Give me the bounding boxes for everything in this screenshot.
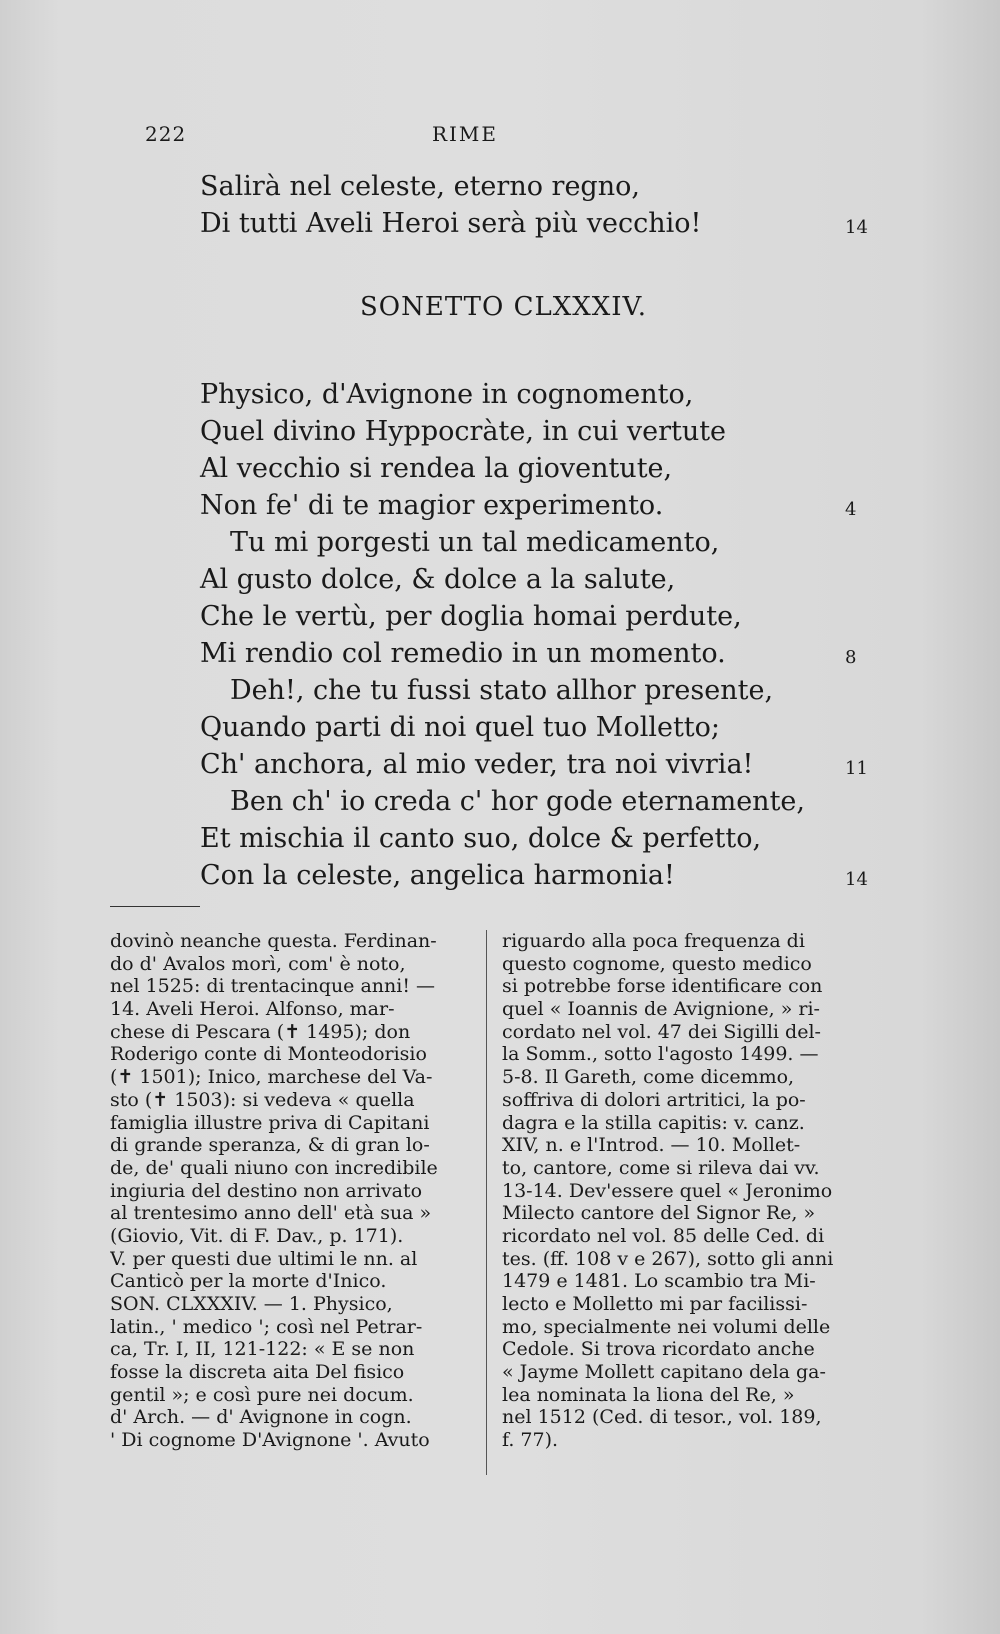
verse-line xyxy=(200,672,880,709)
running-head: RIME xyxy=(431,122,499,146)
line-number: 11 xyxy=(845,758,868,779)
note-line: la Somm., sotto l'agosto 1499. — xyxy=(502,1043,819,1066)
note-line: ca, Tr. I, II, 121-122: « E se non xyxy=(110,1338,415,1361)
line-number: 8 xyxy=(845,647,857,668)
verse-line xyxy=(200,598,880,635)
note-line: SON. CLXXXIV. — 1. Physico, xyxy=(110,1293,393,1315)
line-number: 14 xyxy=(845,217,868,238)
verse-text: Physico, d'Avignone in cognomento, xyxy=(200,379,694,410)
verse-line xyxy=(200,820,880,857)
note-line: fosse la discreta aita Del fisico xyxy=(110,1361,405,1384)
verse-line xyxy=(200,524,880,561)
note-line: famiglia illustre priva di Capitani xyxy=(110,1111,430,1134)
verse-text: Et mischia il canto suo, dolce & perfetto, xyxy=(200,823,762,854)
column-separator xyxy=(486,930,487,1475)
note-line: quel « Ioannis de Avignione, » ri- xyxy=(502,998,820,1021)
line-number: 14 xyxy=(845,869,868,890)
note-line: questo cognome, questo medico xyxy=(502,952,812,975)
note-line: Canticò per la morte d'Inico. xyxy=(110,1270,387,1293)
verse-text: Con la celeste, angelica harmonia! xyxy=(200,860,675,891)
sonnet-body xyxy=(200,376,880,894)
note-line: lea nominata la liona del Re, » xyxy=(502,1383,795,1406)
note-line: al trentesimo anno dell' età sua » xyxy=(110,1202,432,1225)
verse-text: Ch' anchora, al mio veder, tra noi vivria! xyxy=(200,749,754,780)
verse-text: Deh!, che tu fussi stato allhor presente, xyxy=(230,675,774,706)
note-line: d' Arch. — d' Avignone in cogn. xyxy=(110,1406,412,1429)
note-line: Cedole. Si trova ricordato anche xyxy=(502,1338,815,1361)
note-line: XIV, n. e l'Introd. — 10. Mollet- xyxy=(502,1134,801,1157)
note-line: Roderigo conte di Monteodorisio xyxy=(110,1043,427,1066)
note-line: « Jayme Mollett capitano dela ga- xyxy=(502,1361,826,1384)
page-header xyxy=(145,122,785,152)
note-line: cordato nel vol. 47 dei Sigilli del- xyxy=(502,1020,821,1043)
note-line: dovinò neanche questa. Ferdinan- xyxy=(110,930,437,952)
note-line: dagra e la stilla capitis: v. canz. xyxy=(502,1111,805,1134)
note-line: 1479 e 1481. Lo scambio tra Mi- xyxy=(502,1270,816,1293)
verse-text: Di tutti Aveli Heroi serà più vecchio! xyxy=(200,208,702,239)
note-line: di grande speranza, & di gran lo- xyxy=(110,1134,430,1157)
verse-line xyxy=(200,783,880,820)
note-line: riguardo alla poca frequenza di xyxy=(502,930,805,952)
verse-line xyxy=(200,561,880,598)
sonnet-title: SONETTO CLXXXIV. xyxy=(360,292,648,322)
verse-text: Salirà nel celeste, eterno regno, xyxy=(200,171,640,202)
note-line: Milecto cantore del Signor Re, » xyxy=(502,1202,816,1225)
note-line: mo, specialmente nei volumi delle xyxy=(502,1315,831,1338)
verse-line xyxy=(200,376,880,413)
note-line: si potrebbe forse identificare con xyxy=(502,975,823,998)
note-line: lecto e Molletto mi par facilissi- xyxy=(502,1293,808,1315)
verse-line xyxy=(200,168,880,205)
verse-text: Che le vertù, per doglia homai perdute, xyxy=(200,601,742,632)
verse-line xyxy=(200,413,880,450)
note-line: ' Di cognome D'Avignone '. Avuto xyxy=(110,1429,430,1452)
note-line: (Giovio, Vit. di F. Dav., p. 171). xyxy=(110,1224,404,1247)
note-line: nel 1525: di trentacinque anni! — xyxy=(110,975,436,998)
note-line: 5-8. Il Gareth, come dicemmo, xyxy=(502,1066,795,1089)
verse-line xyxy=(200,709,880,746)
note-line: sto (✝ 1503): si vedeva « quella xyxy=(110,1088,415,1111)
line-number: 4 xyxy=(845,499,857,520)
note-line: V. per questi due ultimi le nn. al xyxy=(110,1247,418,1270)
previous-sonnet-ending xyxy=(200,168,880,242)
note-line: de, de' quali niuno con incredibile xyxy=(110,1156,438,1179)
verse-text: Al gusto dolce, & dolce a la salute, xyxy=(200,564,676,595)
verse-text: Quando parti di noi quel tuo Molletto; xyxy=(200,712,721,743)
verse-text: Al vecchio si rendea la gioventute, xyxy=(200,453,673,484)
verse-line xyxy=(200,746,880,783)
verse-text: Mi rendio col remedio in un momento. xyxy=(200,638,726,669)
note-line: do d' Avalos morì, com' è noto, xyxy=(110,952,406,975)
note-line: ricordato nel vol. 85 delle Ced. di xyxy=(502,1224,825,1247)
note-line: (✝ 1501); Inico, marchese del Va- xyxy=(110,1066,433,1089)
notes-column-left xyxy=(110,930,472,1452)
verse-line xyxy=(200,450,880,487)
note-line: nel 1512 (Ced. di tesor., vol. 189, xyxy=(502,1406,822,1429)
footnote-rule xyxy=(110,906,200,907)
note-line: to, cantore, come si rileva dai vv. xyxy=(502,1156,820,1179)
verse-line xyxy=(200,857,880,894)
verse-line xyxy=(200,205,880,242)
note-line: tes. (ff. 108 v e 267), sotto gli anni xyxy=(502,1247,834,1270)
verse-text: Quel divino Hyppocràte, in cui vertute xyxy=(200,416,727,447)
notes-column-right xyxy=(502,930,864,1452)
verse-text: Non fe' di te magior experimento. xyxy=(200,490,664,521)
verse-line xyxy=(200,635,880,672)
page-number: 222 xyxy=(145,122,187,146)
note-line: ingiuria del destino non arrivato xyxy=(110,1179,423,1202)
verse-line xyxy=(200,487,880,524)
note-line: chese di Pescara (✝ 1495); don xyxy=(110,1020,411,1043)
verse-text: Tu mi porgesti un tal medicamento, xyxy=(230,527,720,558)
note-line: 14. Aveli Heroi. Alfonso, mar- xyxy=(110,998,395,1021)
verse-text: Ben ch' io creda c' hor gode eternamente, xyxy=(230,786,805,817)
note-line: 13-14. Dev'essere quel « Jeronimo xyxy=(502,1179,833,1202)
note-line: latin., ' medico '; così nel Petrar- xyxy=(110,1315,423,1338)
note-line: soffriva di dolori artritici, la po- xyxy=(502,1088,806,1111)
note-line: f. 77). xyxy=(502,1429,559,1452)
note-line: gentil »; e così pure nei docum. xyxy=(110,1383,414,1406)
